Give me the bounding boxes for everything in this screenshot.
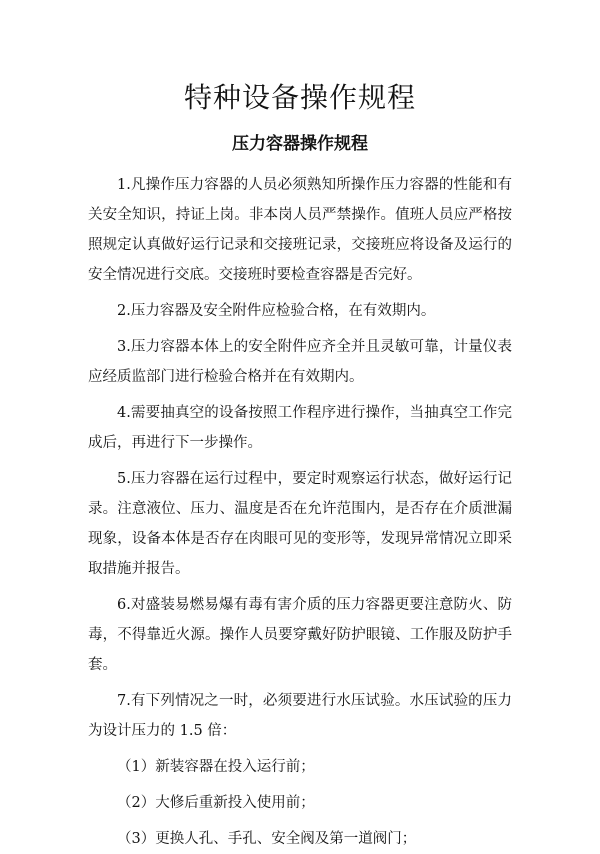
paragraph-7: 7.有下列情况之一时，必须要进行水压试验。水压试验的压力为设计压力的 1.5 倍： [88, 693, 512, 739]
section-title: 压力容器操作规程 [232, 134, 368, 154]
paragraph-4: 4.需要抽真空的设备按照工作程序进行操作，当抽真空工作完成后，再进行下一步操作。 [88, 405, 512, 451]
paragraph-2: 2.压力容器及安全附件应检验合格，在有效期内。 [117, 303, 436, 319]
list-item-1: （1）新装容器在投入运行前； [117, 759, 315, 775]
paragraph-3: 3.压力容器本体上的安全附件应齐全并且灵敏可靠，计量仪表应经质监部门进行检验合格并在有效期内。 [88, 339, 512, 385]
list-item-2: （2）大修后重新投入使用前； [117, 795, 315, 811]
document-title: 特种设备操作规程 [183, 81, 416, 114]
paragraph-6: 6.对盛装易燃易爆有毒有害介质的压力容器更要注意防火、防毒，不得靠近火源。操作人员要穿戴好防护眼镜、工作服及防护手套。 [88, 597, 512, 673]
list-item-3: （3）更换人孔、手孔、安全阀及第一道阀门； [117, 831, 417, 847]
paragraph-5: 5.压力容器在运行过程中，要定时观察运行状态，做好运行记录。注意液位、压力、温度是否在允许范围内，是否存在介质泄漏现象，设备本体是否存在肉眼可见的变形等，发现异常情况立即采取措施并报告。 [88, 471, 512, 577]
paragraph-1: 1.凡操作压力容器的人员必须熟知所操作压力容器的性能和有关安全知识，持证上岗。非本岗人员严禁操作。值班人员应严格按照规定认真做好运行记录和交接班记录，交接班应将设备及运行的安全情况进行交底。交接班时要检查容器是否完好。 [88, 177, 512, 283]
